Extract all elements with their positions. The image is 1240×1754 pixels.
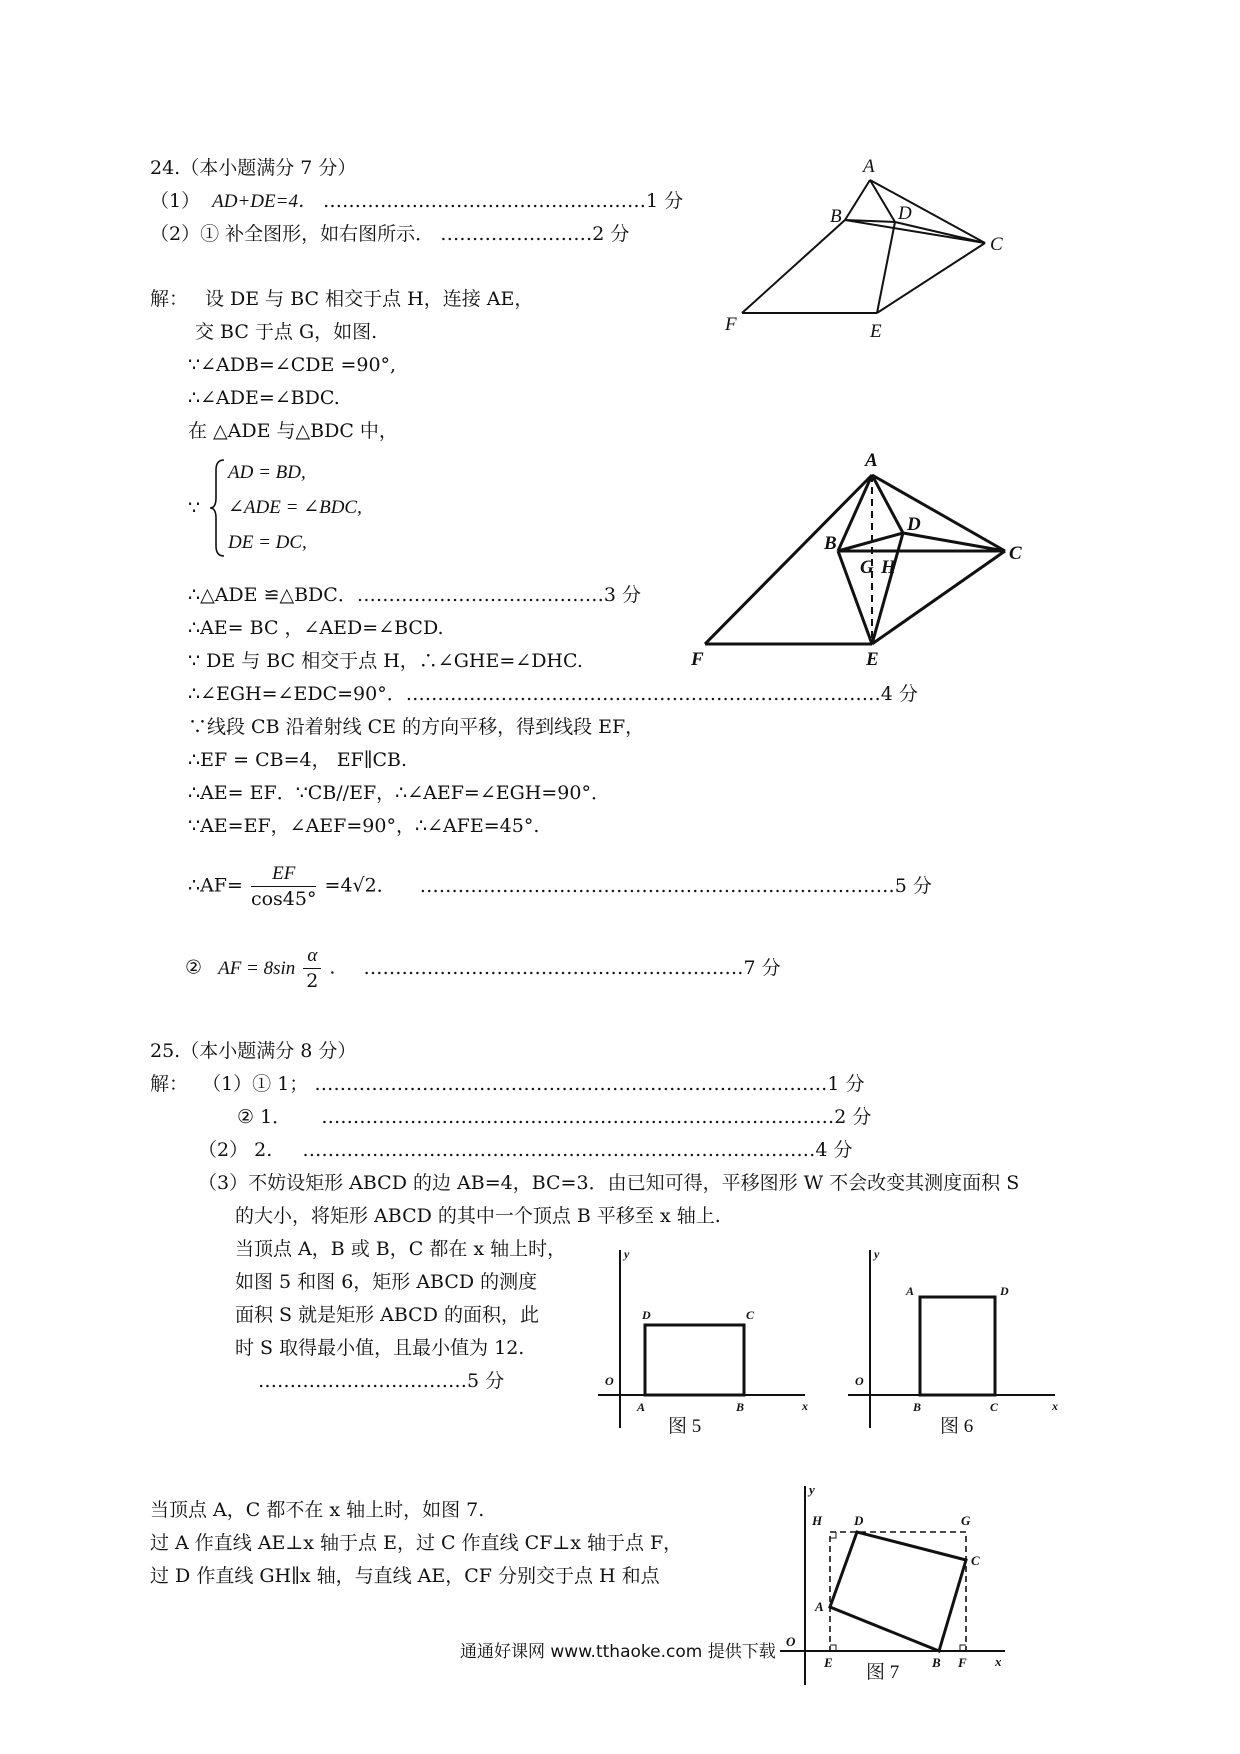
system-line2: ∠ADE = ∠BDC, xyxy=(228,497,362,518)
system-line3: DE = DC, xyxy=(228,532,307,553)
fig5-label-C: C xyxy=(746,1308,755,1322)
system-because: ∵ xyxy=(188,497,201,519)
fig7-label-F: F xyxy=(958,1655,967,1670)
fig1-label-D: D xyxy=(898,203,912,224)
q24-sol-line4: ∴∠ADE=∠BDC. xyxy=(188,387,340,409)
q24-title: 24.（本小题满分 7 分） xyxy=(150,157,357,179)
q24-sol-line10: ∵线段 CB 沿着射线 CE 的方向平移，得到线段 EF， xyxy=(188,716,645,738)
fig7-label-x: x xyxy=(995,1654,1002,1669)
fig5-label-A: A xyxy=(637,1400,646,1414)
q25-line3-score: ………………………………………………………………………4 分 xyxy=(302,1139,853,1161)
q24-part1-expr: AD+DE=4． xyxy=(212,191,317,212)
fig2-label-B: B xyxy=(824,533,837,554)
fig6-label-D: D xyxy=(1000,1284,1009,1298)
fig7-caption: 图 7 xyxy=(866,1662,900,1683)
fig5-label-B: B xyxy=(736,1400,745,1414)
q24-sol-line12: ∴AE= EF．∵CB//EF，∴∠AEF=∠EGH=90°． xyxy=(188,782,610,804)
q24-part1-score: ……………………………………………1 分 xyxy=(323,190,684,212)
q25-line10-score: ……………………………5 分 xyxy=(258,1370,505,1392)
q25-line3: （2） 2. ………………………………………………………………………4 分 xyxy=(198,1139,853,1161)
fig6-label-B: B xyxy=(913,1400,922,1414)
fig2-label-E: E xyxy=(866,649,879,670)
figure-6 xyxy=(840,1240,1080,1440)
fig5-label-D: D xyxy=(642,1308,651,1322)
af-score: …………………………………………………………………5 分 xyxy=(419,874,932,897)
q24-sol-line11: ∴EF = CB=4， EF∥CB. xyxy=(188,749,408,771)
q25-line11: 当顶点 A，C 都不在 x 轴上时，如图 7. xyxy=(150,1499,485,1521)
q24-sol-line9-score: …………………………………………………………………4 分 xyxy=(405,683,918,705)
fig6-label-A: A xyxy=(906,1284,915,1298)
q24-figure-1 xyxy=(700,150,1020,340)
q24-part2b: ② AF = 8sin $\frac{\alpha}{2}$ . ……………………………………………………7 分 xyxy=(185,945,781,992)
fig6-label-y: y xyxy=(874,1247,880,1261)
fig5-caption: 图 5 xyxy=(668,1416,702,1437)
fig7-label-C: C xyxy=(971,1553,980,1568)
q24-sol-line7: ∴AE= BC ，∠AED=∠BCD. xyxy=(188,617,444,639)
q24-sol-line13: ∵AE=EF，∠AEF=90°，∴∠AFE=45°. xyxy=(188,815,540,837)
q24-sol-line9: ∴∠EGH=∠EDC=90°．…………………………………………………………………4 分 xyxy=(188,683,918,705)
figure-5 xyxy=(590,1240,830,1440)
sin-fraction: $\frac{\alpha}{2}$ xyxy=(303,944,321,993)
fig2-label-H: H xyxy=(881,557,896,578)
fig7-label-y: y xyxy=(809,1482,815,1497)
fig1-label-B: B xyxy=(830,206,842,227)
q25-line13: 过 D 作直线 GH∥x 轴，与直线 AE，CF 分别交于点 H 和点 xyxy=(150,1565,660,1587)
fig7-label-B: B xyxy=(932,1655,941,1670)
q25-line2: ② 1． ………………………………………………………………………2 分 xyxy=(237,1106,872,1128)
fig7-label-H: H xyxy=(812,1513,823,1528)
q25-line4: （3）不妨设矩形 ABCD 的边 AB=4，BC=3．由已知可得，平移图形 W 不会改变其测度面积 S xyxy=(198,1172,1020,1194)
fig1-label-A: A xyxy=(863,156,875,177)
footer-text: 通通好课网 www.tthaoke.com 提供下载 xyxy=(460,1642,776,1662)
q24-part2: （2）① 补全图形，如右图所示． ……………………2 分 xyxy=(150,223,630,245)
af-fraction: $\frac{EF}{\cos 45^\circ}$ xyxy=(250,863,317,910)
fig2-label-D: D xyxy=(907,514,921,535)
q24-sol-line1: 设 DE 与 BC 相交于点 H，连接 AE， xyxy=(205,288,534,310)
fig7-label-E: E xyxy=(824,1655,833,1670)
fig2-label-F: F xyxy=(691,649,704,670)
fig1-label-C: C xyxy=(990,234,1003,255)
q25-line1-score: ………………………………………………………………………1 分 xyxy=(314,1073,865,1095)
fig7-label-G: G xyxy=(961,1513,971,1528)
q25-line6: 当顶点 A，B 或 B，C 都在 x 轴上时， xyxy=(235,1238,567,1260)
q25-line7: 如图 5 和图 6，矩形 ABCD 的测度 xyxy=(235,1271,538,1293)
q24-sol-line8: ∵ DE 与 BC 相交于点 H，∴∠GHE=∠DHC. xyxy=(188,650,583,672)
fig5-label-y: y xyxy=(624,1247,630,1261)
fig1-label-F: F xyxy=(725,314,737,335)
fig5-label-O: O xyxy=(605,1374,614,1388)
q24-figure-2 xyxy=(685,448,1025,670)
fig7-label-D: D xyxy=(854,1513,864,1528)
system-line1: AD = BD, xyxy=(228,462,306,483)
q24-part2-score: ……………………2 分 xyxy=(440,223,630,245)
q24-sol-line3: ∵∠ADB=∠CDE =90°, xyxy=(188,354,397,376)
q24-sol-line6-score: …………………………………3 分 xyxy=(356,584,641,606)
fig6-caption: 图 6 xyxy=(940,1416,974,1437)
fig7-label-O: O xyxy=(786,1634,796,1649)
q24-sol-line5: 在 △ADE 与△BDC 中， xyxy=(188,420,398,442)
fig2-label-G: G xyxy=(860,557,874,578)
fig6-label-x: x xyxy=(1052,1399,1058,1413)
q25-line5: 的大小，将矩形 ABCD 的其中一个顶点 B 平移至 x 轴上. xyxy=(235,1205,721,1227)
q24-part1: （1） AD+DE=4． ……………………………………………1 分 xyxy=(150,190,684,212)
fig1-label-E: E xyxy=(870,321,882,342)
fig5-label-x: x xyxy=(802,1399,808,1413)
fig2-label-C: C xyxy=(1009,543,1022,564)
q25-title: 25.（本小题满分 8 分） xyxy=(150,1040,357,1062)
fig2-label-A: A xyxy=(865,450,878,471)
af-formula: ∴AF= $\frac{EF}{\cos 45^\circ}$ =4√2． …………………………………………………………………5 分 xyxy=(188,863,932,910)
q25-line2-score: ………………………………………………………………………2 分 xyxy=(321,1106,872,1128)
system-brace xyxy=(210,458,226,558)
figure-7 xyxy=(780,1480,1020,1690)
q24-sol-line6: ∴△ADE ≌△BDC．…………………………………3 分 xyxy=(188,584,641,606)
fig6-label-O: O xyxy=(855,1374,864,1388)
q25-line12: 过 A 作直线 AE⊥x 轴于点 E，过 C 作直线 CF⊥x 轴于点 F， xyxy=(150,1532,683,1554)
fig7-label-A: A xyxy=(815,1599,824,1614)
q24-part2b-score: ……………………………………………………7 分 xyxy=(363,956,781,979)
q25-line1: 解： （1）① 1； ………………………………………………………………………1 分 xyxy=(150,1073,865,1095)
q24-sol-label: 解： xyxy=(150,288,189,310)
q25-line8: 面积 S 就是矩形 ABCD 的面积，此 xyxy=(235,1304,539,1326)
fig6-label-C: C xyxy=(990,1400,999,1414)
q25-line9: 时 S 取得最小值，且最小值为 12. xyxy=(235,1337,525,1359)
q24-sol-line2: 交 BC 于点 G，如图. xyxy=(195,321,378,343)
